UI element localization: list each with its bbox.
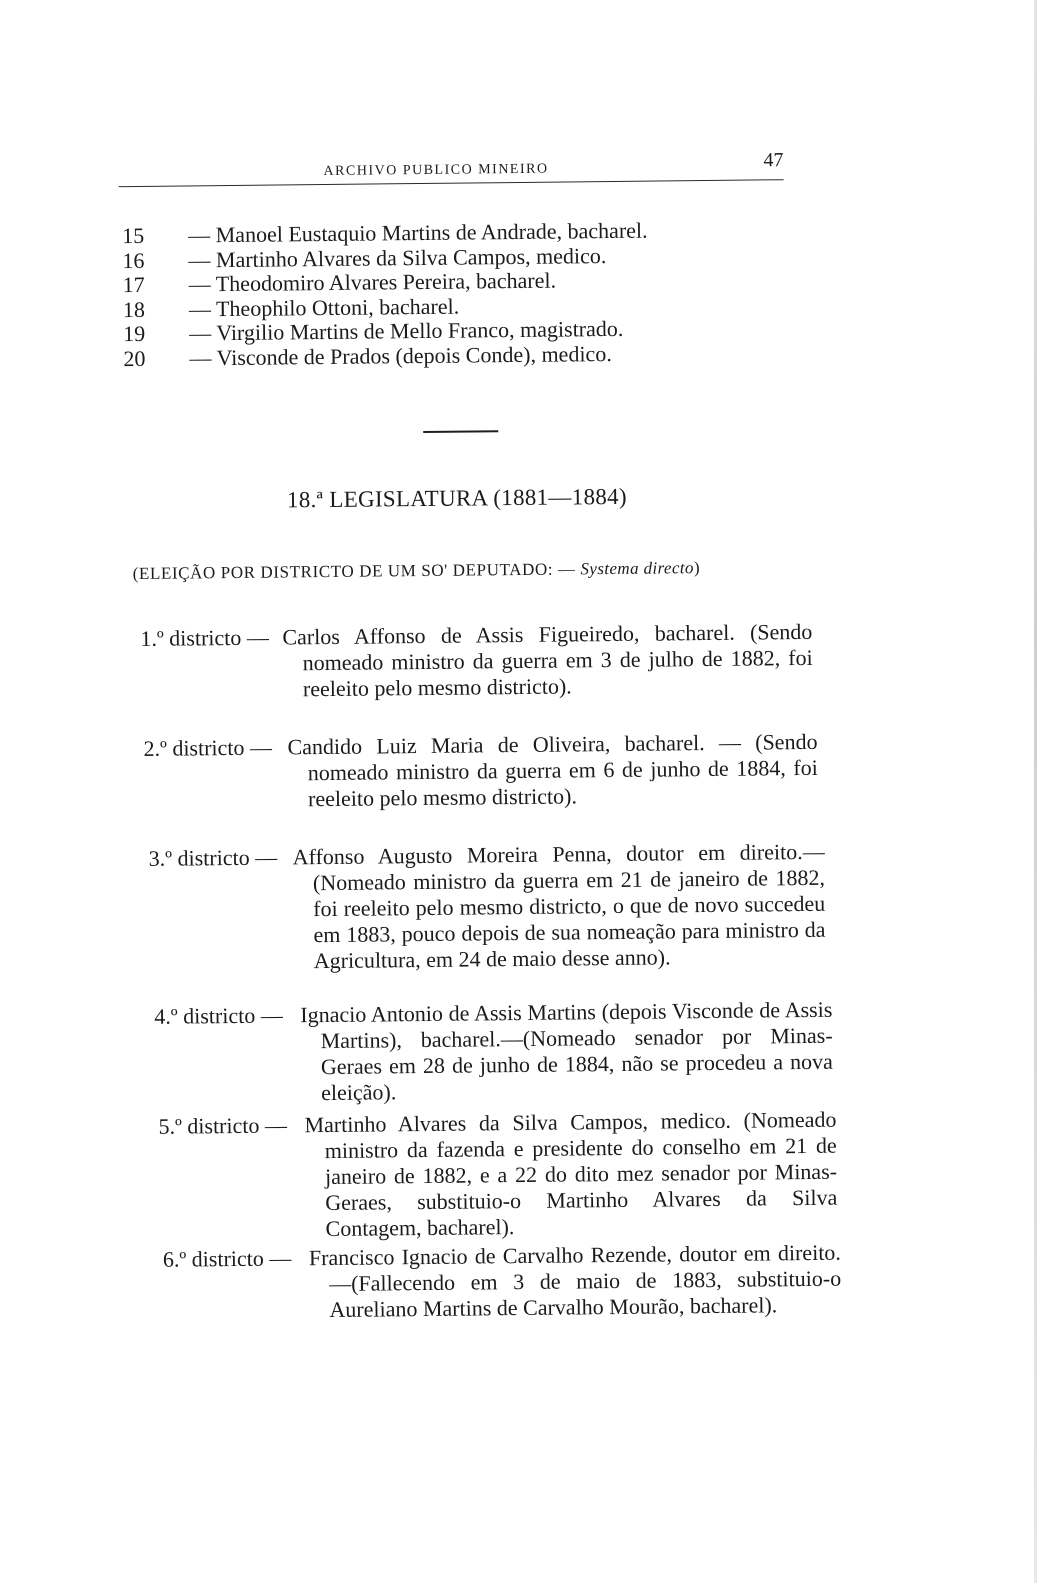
running-head: ARCHIVO PUBLICO MINEIRO [323, 161, 549, 180]
district-text: Francisco Ignacio de Carvalho Rezende, doutor em direito.—(Fallecendo em 3 de maio de 1883, substituio-o Aureliano Martins de Carvalho Mourão, bacharel). [308, 1239, 842, 1323]
list-item-number: 18 [122, 296, 146, 322]
district-label: 2.º districto — [143, 734, 273, 761]
list-item-text: — Theophilo Ottoni, bacharel. [188, 293, 460, 322]
election-note-suffix: ) [693, 558, 701, 578]
election-note-prefix: (ELEIÇÃO POR DISTRICTO DE UM SO' DEPUTADO: — [132, 559, 581, 584]
page-number: 47 [763, 149, 784, 172]
district-label: 4.º districto — [154, 1002, 283, 1029]
list-item-text: — Visconde de Prados (depois Conde), medico. [189, 340, 612, 371]
district-label: 6.º districto — [162, 1245, 292, 1272]
election-system: Systema directo [580, 558, 694, 579]
list-item-text: — Theodomiro Alvares Pereira, bacharel. [188, 267, 557, 297]
district-label: 5.º districto — [158, 1112, 288, 1139]
district-text: Carlos Affonso de Assis Figueiredo, bacharel. (Sendo nomeado ministro da guerra em 3 de julho de 1882, foi reeleito pelo mesmo districto). [282, 618, 813, 702]
district-entry [158, 1106, 838, 1242]
district-text: Candido Luiz Maria de Oliveira, bacharel. — (Sendo nomeado ministro da guerra em 6 de junho de 1884, foi reeleito pelo mesmo districto). [287, 728, 818, 812]
list-item-number: 17 [122, 272, 145, 298]
list-item-number: 15 [122, 222, 145, 249]
district-entry [154, 996, 833, 1106]
list-item-text: — Virgilio Martins de Mello Franco, magistrado. [189, 316, 624, 346]
district-entry [140, 618, 813, 702]
district-text: Affonso Augusto Moreira Penna, doutor em direito.—(Nomeado ministro da guerra em 21 de janeiro de 1882, foi reeleito pelo mesmo districto, o que de novo succedeu em 1883, pouco depois de sua nomeação para ministro da Agricultura, em 24 de maio desse anno). [292, 838, 826, 974]
list-item-number: 20 [123, 345, 146, 372]
district-label: 1.º districto — [140, 624, 269, 651]
list-item-number: 19 [123, 321, 146, 347]
list-item-text: — Manoel Eustaquio Martins de Andrade, bacharel. [188, 217, 648, 248]
district-entry [143, 728, 818, 812]
district-entry [148, 838, 826, 974]
legislature-title: 18.ª LEGISLATURA (1881—1884) [286, 483, 627, 513]
district-text: Martinho Alvares da Silva Campos, medico. (Nomeado ministro da fazenda e presidente do conselho em 21 de janeiro de 1882, e a 22 do dito mez senador por Minas-Geraes, substituio-o Martinho Alvares da Silva Contagem, bacharel). [304, 1106, 838, 1242]
list-item-text: — Martinho Alvares da Silva Campos, medico. [188, 242, 607, 273]
district-entry [162, 1239, 842, 1323]
list-item-number: 16 [122, 247, 145, 273]
district-text: Ignacio Antonio de Assis Martins (depois Visconde de Assis Martins), bacharel.—(Nomeado senador por Minas-Geraes em 28 de junho de 1884, não se procedeu a nova eleição). [300, 996, 833, 1106]
district-label: 3.º districto — [148, 844, 278, 871]
